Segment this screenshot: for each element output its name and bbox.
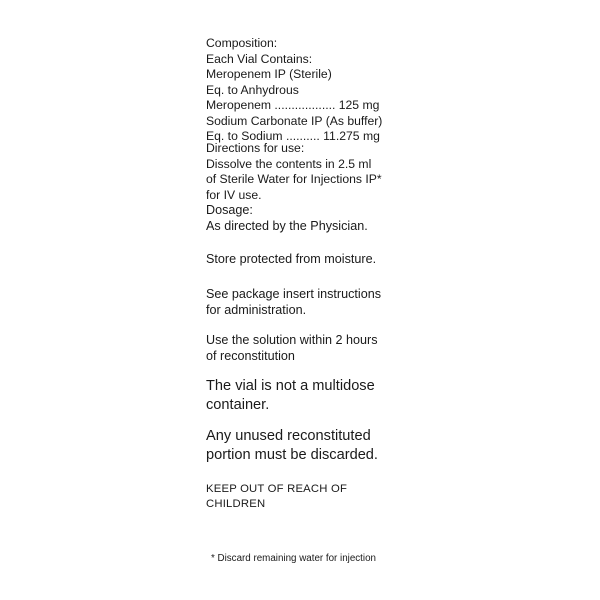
equivalence-anhydrous: Eq. to Anhydrous: [206, 82, 299, 97]
multidose-line-2: container.: [206, 396, 270, 413]
child-warning-section: [206, 482, 347, 511]
directions-heading: Directions for use:: [206, 141, 305, 155]
reconstitution-line-2: of reconstitution: [206, 348, 295, 363]
reconstitution-line-1: Use the solution within 2 hours: [206, 333, 378, 347]
meropenem-amount: Meropenem .................. 125 mg: [206, 98, 380, 112]
multidose-section: [206, 377, 375, 414]
composition-section: [206, 36, 382, 145]
insert-section: [206, 287, 381, 318]
dosage-section: [206, 203, 368, 234]
discard-section: [206, 427, 378, 464]
insert-line-2: for administration.: [206, 302, 307, 317]
directions-line-1: Dissolve the contents in 2.5 ml: [206, 156, 372, 171]
child-warning-line-1: KEEP OUT OF REACH OF: [206, 483, 348, 495]
ingredient-sodium-carbonate: Sodium Carbonate IP (As buffer): [206, 113, 383, 128]
directions-line-3: for IV use.: [206, 187, 262, 202]
directions-line-2: of Sterile Water for Injections IP*: [206, 172, 382, 186]
discard-line-2: portion must be discarded.: [206, 446, 378, 463]
dosage-heading: Dosage:: [206, 203, 253, 217]
insert-line-1: See package insert instructions: [206, 287, 382, 301]
sodium-amount: Eq. to Sodium .......... 11.275 mg: [206, 129, 380, 143]
vial-contents-heading: Each Vial Contains:: [206, 51, 313, 66]
footnote-section: [211, 553, 376, 565]
reconstitution-section: [206, 333, 378, 364]
storage-text: Store protected from moisture.: [206, 252, 377, 266]
storage-section: [206, 252, 376, 268]
ingredient-meropenem: Meropenem IP (Sterile): [206, 67, 332, 81]
multidose-line-1: The vial is not a multidose: [206, 378, 375, 394]
directions-section: [206, 141, 382, 203]
label-panel: [206, 0, 406, 600]
composition-heading: Composition:: [206, 36, 278, 50]
dosage-text: As directed by the Physician.: [206, 218, 368, 233]
discard-line-1: Any unused reconstituted: [206, 428, 371, 444]
child-warning-line-2: CHILDREN: [206, 497, 266, 510]
footnote-text: * Discard remaining water for injection: [211, 553, 376, 564]
